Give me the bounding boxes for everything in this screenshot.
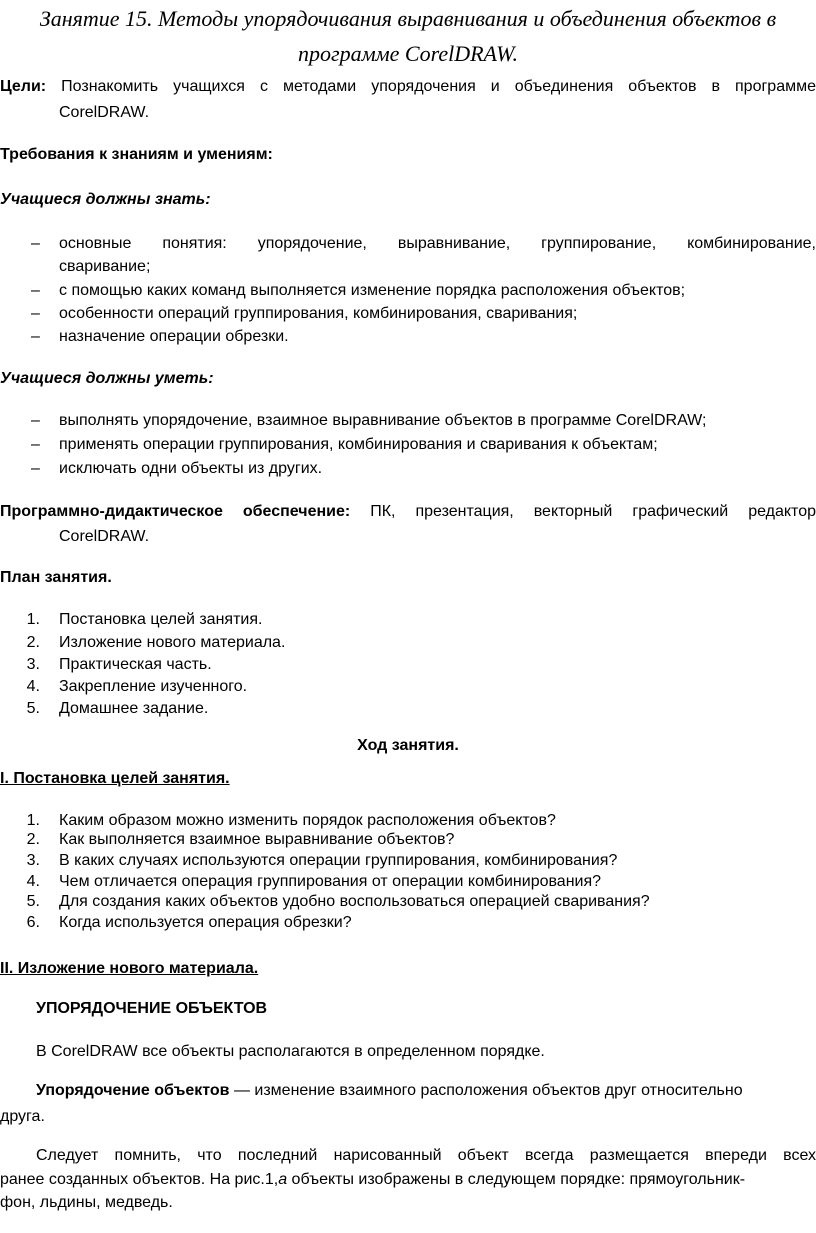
- paragraph-2-line-1: [36, 1080, 743, 1102]
- know-item-1-line-2: сваривание;: [59, 258, 151, 275]
- course-heading: Ход занятия.: [357, 737, 459, 754]
- paragraph-3-line-3: фон, льдины, медведь.: [0, 1194, 173, 1211]
- plan-item: Закрепление изученного.: [59, 678, 248, 695]
- goals-label: Цели: [0, 78, 41, 95]
- provision-paragraph: [0, 501, 816, 523]
- list-number: 2.: [26, 831, 40, 848]
- goals-text-line-1: Познакомить учащихся с методами упорядочения и объединения объектов в программе: [61, 78, 816, 95]
- goals-text-line-2: CorelDRAW.: [59, 104, 150, 121]
- can-item-1: выполнять упорядочение, взаимное выравнивание объектов в программе CorelDRAW;: [59, 412, 707, 429]
- paragraph-1: В CorelDRAW все объекты располагаются в определенном порядке.: [36, 1043, 545, 1060]
- plan-item: Практическая часть.: [59, 656, 212, 673]
- list-number: 1.: [26, 812, 40, 829]
- question-item: Как выполняется взаимное выравнивание объектов?: [59, 831, 455, 848]
- list-number: 2.: [26, 634, 40, 651]
- paragraph-3-text-b: объекты изображены в следующем порядке: прямоугольник-: [287, 1171, 746, 1188]
- question-item: Каким образом можно изменить порядок расположения объектов?: [59, 812, 556, 829]
- provision-label: Программно-дидактическое обеспечение:: [0, 503, 351, 520]
- list-number: 4.: [26, 678, 40, 695]
- plan-heading: План занятия.: [0, 569, 112, 586]
- goals-paragraph: [0, 76, 816, 98]
- plan-item: Изложение нового материала.: [59, 634, 286, 651]
- paragraph-2-text: — изменение взаимного расположения объектов друг относительно: [229, 1082, 743, 1099]
- can-item-3: исключать одни объекты из других.: [59, 460, 323, 477]
- know-heading: Учащиеся должны знать:: [0, 191, 211, 208]
- bullet-dash: –: [31, 235, 40, 252]
- term-ordering: Упорядочение объектов: [36, 1082, 230, 1099]
- bullet-dash: –: [31, 460, 40, 477]
- goals-colon: :: [40, 78, 47, 95]
- section-1-heading: I. Постановка целей занятия.: [0, 770, 230, 787]
- question-item: В каких случаях используются операции группирования, комбинирования?: [59, 852, 618, 869]
- requirements-heading: Требования к знаниям и умениям:: [0, 146, 273, 163]
- figure-letter: а: [278, 1171, 288, 1188]
- paragraph-3-line-2: [0, 1169, 745, 1191]
- document-title-line-2: программе CorelDRAW.: [298, 41, 518, 66]
- question-item: Чем отличается операция группирования от операции комбинирования?: [59, 873, 602, 890]
- question-item: Когда используется операция обрезки?: [59, 914, 352, 931]
- can-item-2: применять операции группирования, комбинирования и сваривания к объектам;: [59, 436, 658, 453]
- know-item-3: особенности операций группирования, комбинирования, сваривания;: [59, 305, 578, 322]
- paragraph-2-line-2: друга.: [0, 1108, 45, 1125]
- bullet-dash: –: [31, 305, 40, 322]
- provision-text-line-2: CorelDRAW.: [59, 528, 150, 545]
- know-item-1-line-1: основные понятия: упорядочение, выравнивание, группирование, комбинирование,: [59, 235, 816, 252]
- section-2-subheading: УПОРЯДОЧЕНИЕ ОБЪЕКТОВ: [36, 1000, 268, 1017]
- can-heading: Учащиеся должны уметь:: [0, 370, 214, 387]
- list-number: 4.: [26, 873, 40, 890]
- know-item-2: с помощью каких команд выполняется изменение порядка расположения объектов;: [59, 282, 686, 299]
- paragraph-3-line-1: Следует помнить, что последний нарисованный объект всегда размещается впереди всех: [36, 1147, 816, 1164]
- bullet-dash: –: [31, 328, 40, 345]
- bullet-dash: –: [31, 436, 40, 453]
- list-number: 3.: [26, 852, 40, 869]
- list-number: 3.: [26, 656, 40, 673]
- question-item: Для создания каких объектов удобно воспользоваться операцией сваривания?: [59, 893, 650, 910]
- list-number: 6.: [26, 914, 40, 931]
- list-number: 5.: [26, 893, 40, 910]
- bullet-dash: –: [31, 412, 40, 429]
- paragraph-3-text-a: ранее созданных объектов. На рис.1,: [0, 1171, 279, 1188]
- list-number: 5.: [26, 700, 40, 717]
- bullet-dash: –: [31, 282, 40, 299]
- list-number: 1.: [26, 611, 40, 628]
- know-item-4: назначение операции обрезки.: [59, 328, 289, 345]
- section-2-heading: II. Изложение нового материала.: [0, 960, 259, 977]
- plan-item: Постановка целей занятия.: [59, 611, 263, 628]
- plan-item: Домашнее задание.: [59, 700, 209, 717]
- document-title-line-1: Занятие 15. Методы упорядочивания выравнивания и объединения объектов в: [39, 6, 777, 31]
- provision-text-line-1: ПК, презентация, векторный графический редактор: [370, 503, 816, 520]
